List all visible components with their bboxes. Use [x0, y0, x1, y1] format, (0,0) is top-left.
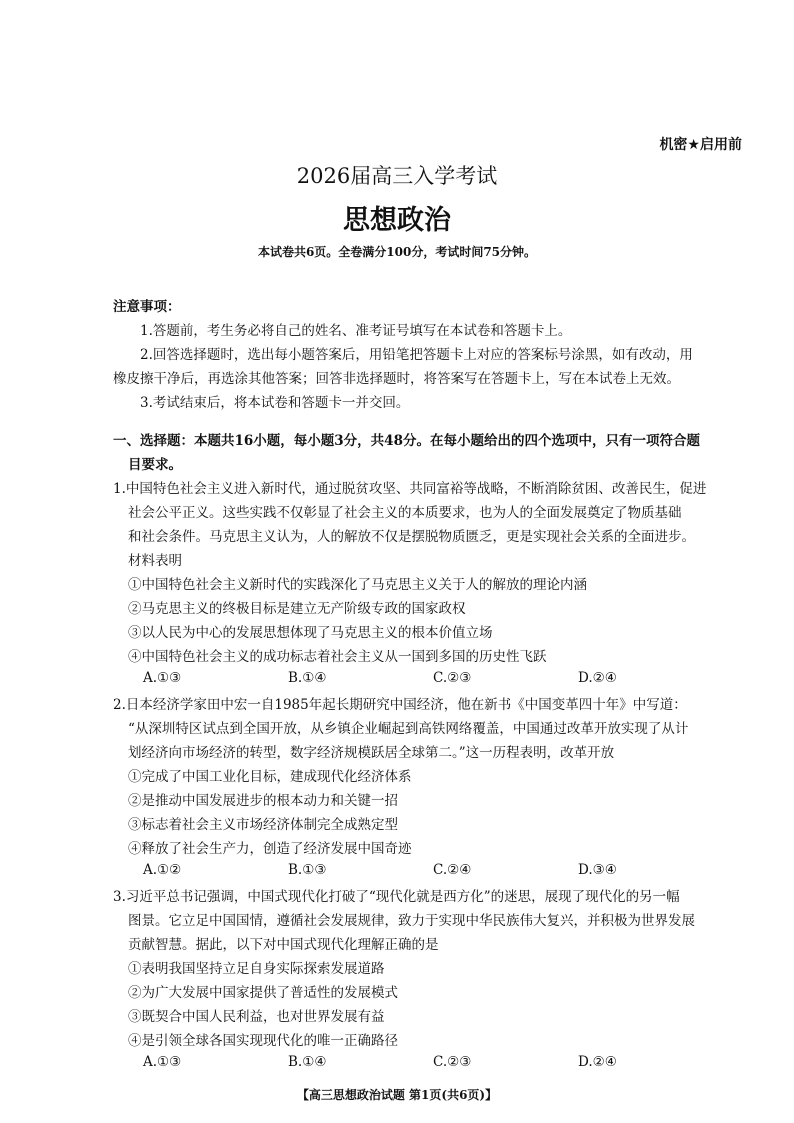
question-2-statement: ②是推动中国发展进步的根本动力和关键一招 [128, 793, 398, 809]
notice-item: 3.考试结束后，将本试卷和答题卡一并交回。 [140, 395, 410, 411]
option-a[interactable]: A.①② [143, 862, 182, 878]
question-3-stem: 贡献智慧。据此，以下对中国式现代化理解正确的是 [128, 937, 439, 953]
question-1-stem: 社会公平正义。这些实践不仅彰显了社会主义的本质要求，也为人的全面发展奠定了物质基础 [128, 505, 682, 521]
question-2-statement: ①完成了中国工业化目标，建成现代化经济体系 [128, 769, 412, 785]
option-d[interactable]: D.②④ [578, 1054, 617, 1070]
question-1-statement: ④中国特色社会主义的成功标志着社会主义从一国到多国的历史性飞跃 [128, 649, 547, 665]
notice-item: 1.答题前，考生务必将自己的姓名、准考证号填写在本试卷和答题卡上。 [140, 323, 572, 339]
option-b[interactable]: B.①④ [288, 670, 327, 686]
notice-item: 2.回答选择题时，选出每小题答案后，用铅笔把答题卡上对应的答案标号涂黑，如有改动，用 [140, 347, 693, 363]
question-2-statement: ④释放了社会生产力，创造了经济发展中国奇迹 [128, 841, 412, 857]
question-1-statement: ③以人民为中心的发展思想体现了马克思主义的根本价值立场 [128, 625, 493, 641]
section-heading-cont: 目要求。 [128, 457, 182, 473]
question-1-stem: 1.中国特色社会主义进入新时代，通过脱贫攻坚、共同富裕等战略，不断消除贫困、改善民生，促进 [113, 481, 707, 497]
subject-title: 思想政治 [343, 205, 451, 236]
option-c[interactable]: C.②④ [433, 862, 472, 878]
question-1-stem: 和社会条件。马克思主义认为，人的解放不仅是摆脱物质匮乏，更是实现社会关系的全面进步。 [128, 529, 695, 545]
question-2-options [143, 862, 663, 884]
option-a[interactable]: A.①③ [143, 670, 182, 686]
exam-meta: 本试卷共6页。全卷满分100分，考试时间75分钟。 [257, 245, 537, 259]
question-3-stem: 图景。它立足中国国情，遵循社会发展规律，致力于实现中华民族伟大复兴，并积极为世界发展 [128, 913, 695, 929]
question-3-statement: ③既契合中国人民利益，也对世界发展有益 [128, 1009, 385, 1025]
question-3-statement: ①表明我国坚持立足自身实际探索发展道路 [128, 961, 385, 977]
question-2-stem: 2.日本经济学家田中宏一自1985年起长期研究中国经济，他在新书《中国变革四十年》中写道： [113, 697, 687, 713]
option-c[interactable]: C.②③ [433, 670, 472, 686]
question-2-stem: 划经济向市场经济的转型，数字经济规模跃居全球第二。”这一历程表明，改革开放 [128, 745, 615, 761]
notice-heading: 注意事项： [113, 299, 181, 315]
question-1-statement: ②马克思主义的终极目标是建立无产阶级专政的国家政权 [128, 601, 466, 617]
option-b[interactable]: B.①③ [288, 862, 327, 878]
notice-item: 橡皮擦干净后，再选涂其他答案；回答非选择题时，将答案写在答题卡上，写在本试卷上无效。 [113, 371, 680, 387]
question-1-statement: ①中国特色社会主义新时代的实践深化了马克思主义关于人的解放的理论内涵 [128, 577, 587, 593]
question-2-statement: ③标志着社会主义市场经济体制完全成熟定型 [128, 817, 398, 833]
option-b[interactable]: B.①④ [288, 1054, 327, 1070]
exam-title: 2026届高三入学考试 [296, 164, 498, 188]
question-3-statement: ②为广大发展中国家提供了普适性的发展模式 [128, 985, 398, 1001]
page-footer: 【高三思想政治试题 第1页(共6页)】 [296, 1088, 498, 1102]
question-2-stem: “从深圳特区试点到全国开放，从乡镇企业崛起到高铁网络覆盖，中国通过改革开放实现了从计 [128, 721, 689, 737]
option-c[interactable]: C.②③ [433, 1054, 472, 1070]
question-3-statement: ④是引领全球各国实现现代化的唯一正确路径 [128, 1033, 398, 1049]
confidential-mark: 机密★启用前 [659, 137, 742, 153]
question-3-options [143, 1054, 663, 1076]
section-heading: 一、选择题：本题共16小题，每小题3分，共48分。在每小题给出的四个选项中，只有一项符合题 [113, 433, 700, 449]
question-1-stem: 材料表明 [128, 553, 182, 569]
option-d[interactable]: D.③④ [578, 862, 617, 878]
question-3-stem: 3.习近平总书记强调，中国式现代化打破了“现代化就是西方化”的迷思，展现了现代化的另一幅 [113, 889, 680, 905]
option-d[interactable]: D.②④ [578, 670, 617, 686]
question-1-options [143, 670, 663, 692]
option-a[interactable]: A.①③ [143, 1054, 182, 1070]
